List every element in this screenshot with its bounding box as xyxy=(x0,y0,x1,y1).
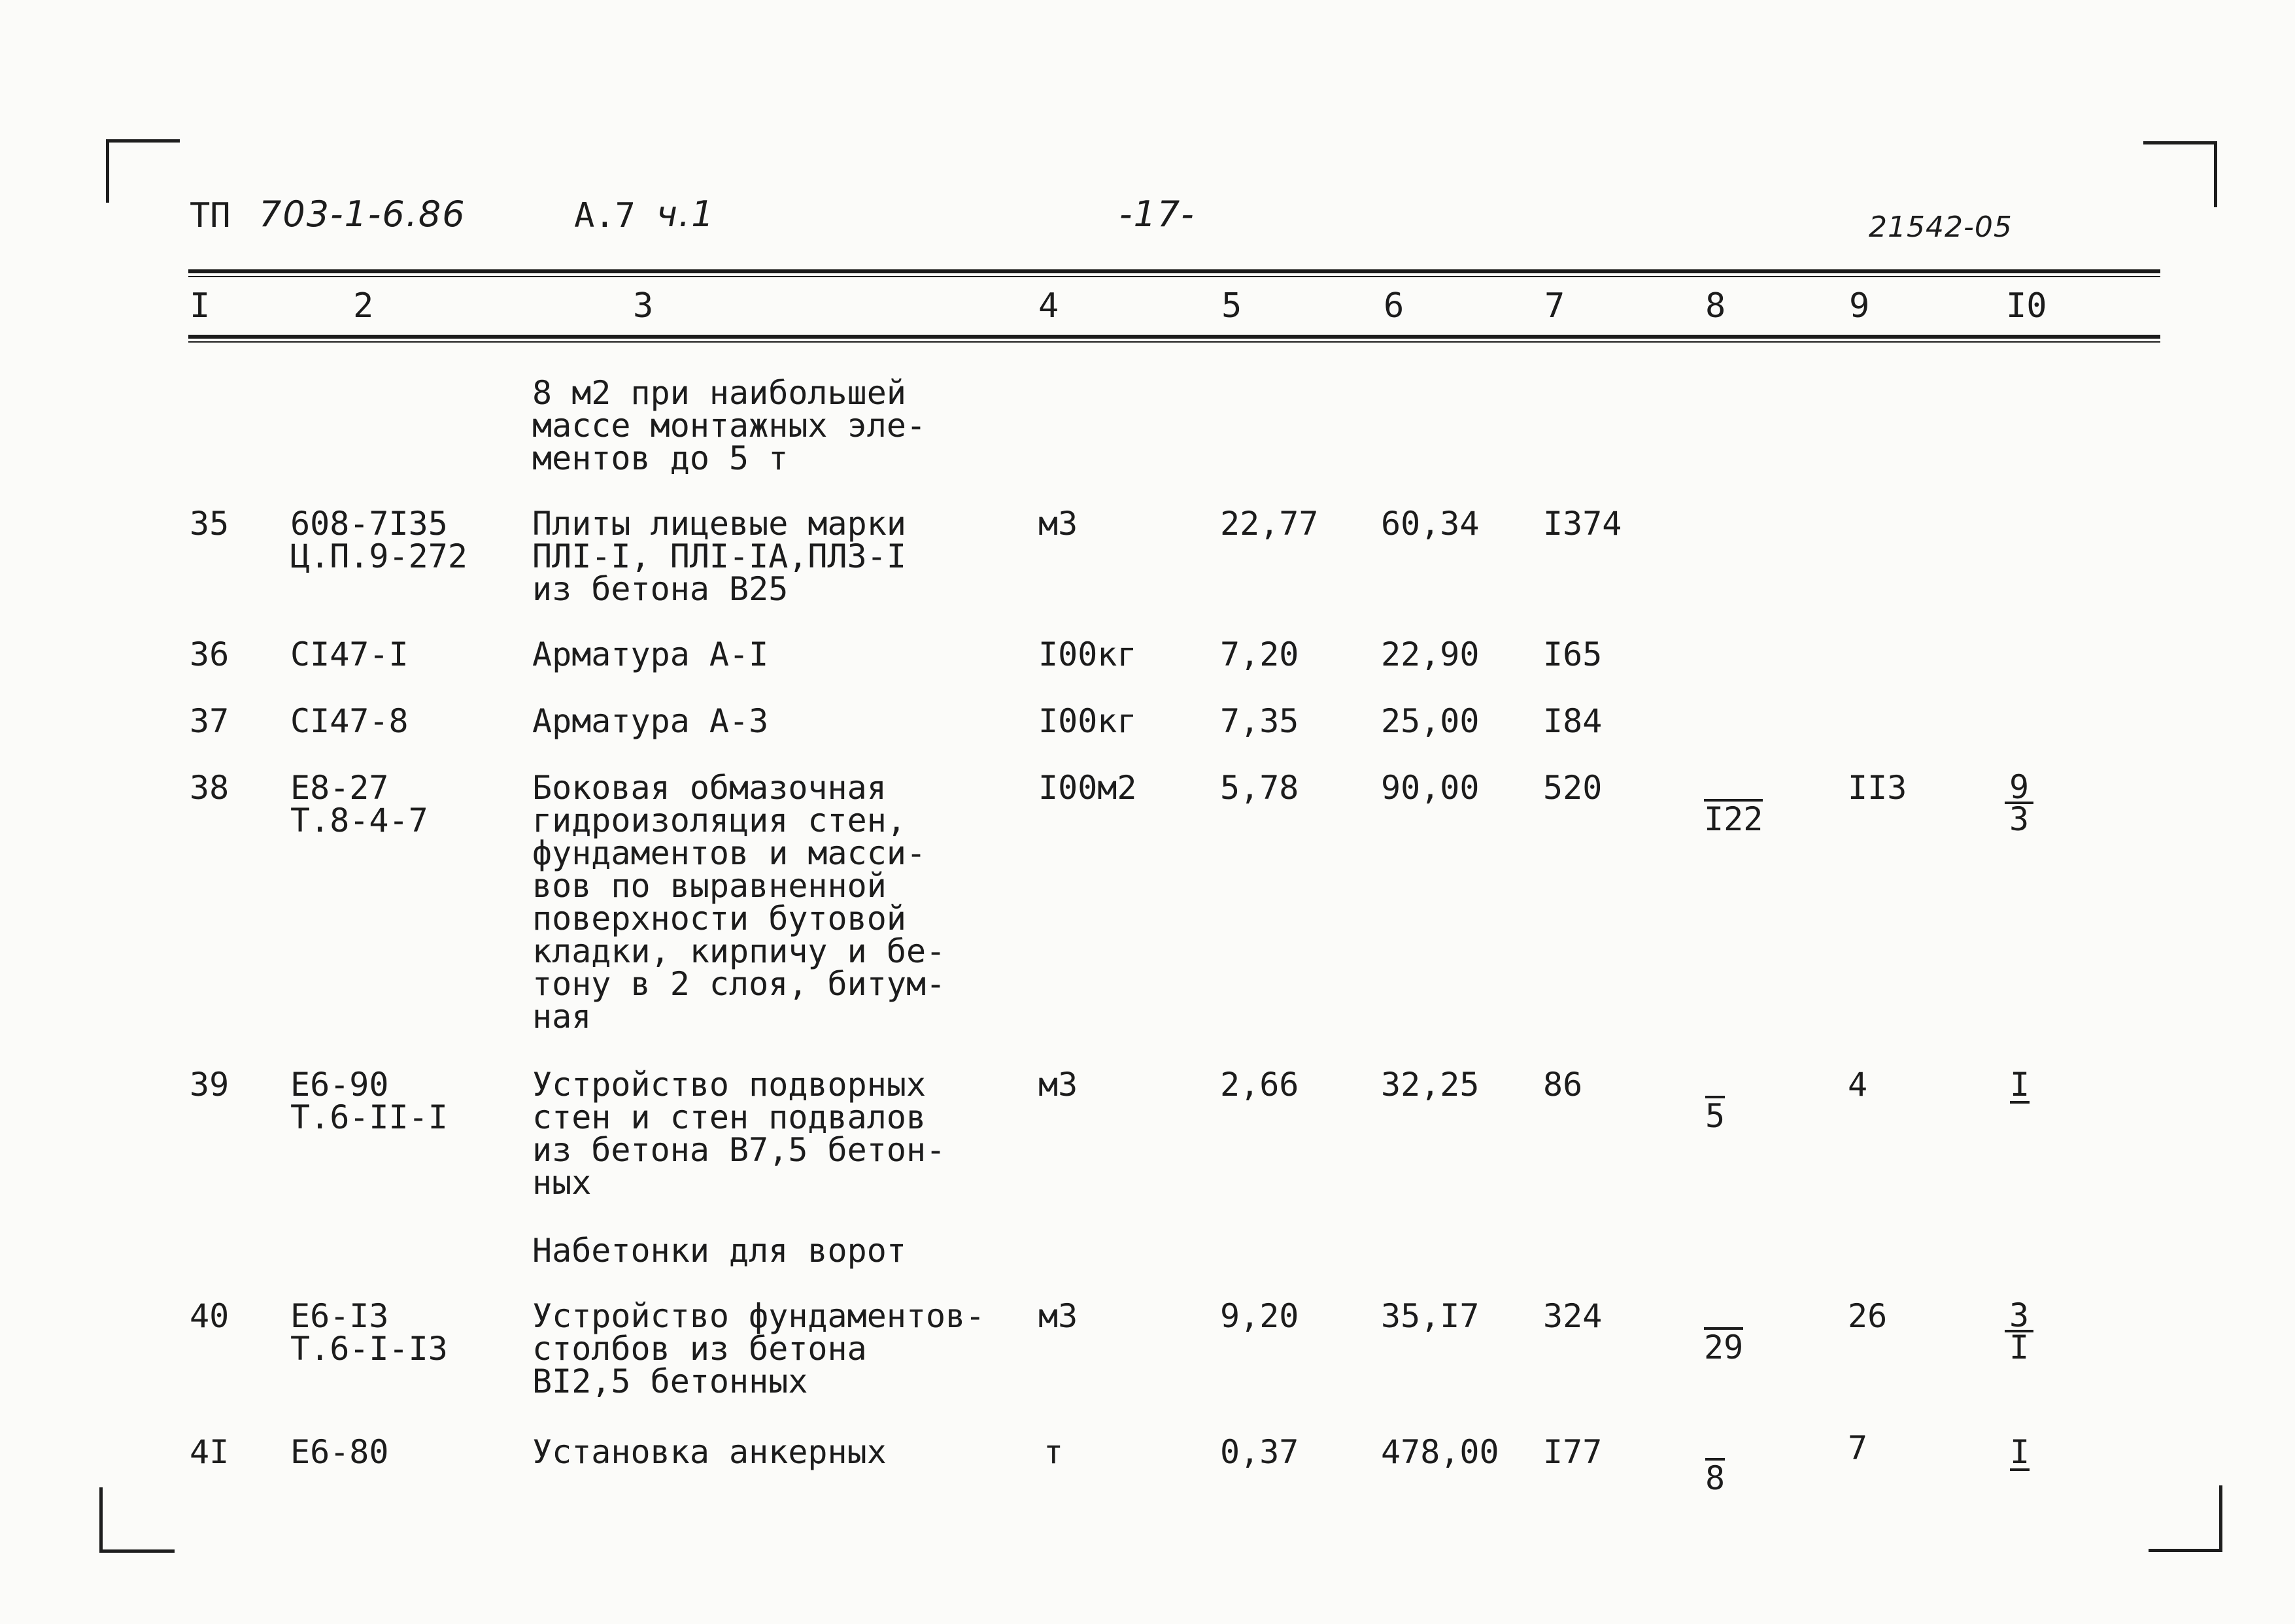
column-number-3: 3 xyxy=(633,286,654,326)
row-code: Е6-I3 Т.6-I-I3 xyxy=(290,1297,448,1368)
row-description: Установка анкерных xyxy=(532,1433,887,1471)
row-quantity: 2,66 xyxy=(1220,1066,1299,1104)
row-unit-price: 90,00 xyxy=(1381,769,1480,807)
row-unit: м3 xyxy=(1038,1066,1078,1104)
row-code: СI47-8 xyxy=(290,702,409,740)
row-total: I77 xyxy=(1543,1433,1603,1471)
row-quantity: 5,78 xyxy=(1220,769,1299,807)
row-code: СI47-I xyxy=(290,635,409,673)
row-unit: м3 xyxy=(1038,1297,1078,1335)
table-top-rule-thin xyxy=(188,276,2160,277)
row-code: 608-7I35 Ц.П.9-272 xyxy=(290,505,468,575)
row-description: Устройство фундаментов- столбов из бетона ВI2,5 бетонных xyxy=(532,1297,985,1400)
header-part: ч.1 xyxy=(656,194,715,235)
row-description: Боковая обмазочная гидроизоляция стен, фундаментов и масси- вов по выравненной поверхности бутовой кладки, кирпичу и бе- тону в 2 слоя, битум- ная xyxy=(532,769,946,1036)
row-col8-value: 8 xyxy=(1705,1459,1726,1497)
frame-corner-top-right xyxy=(2143,141,2217,207)
row-total: 324 xyxy=(1543,1297,1603,1335)
row-col9-value: 26 xyxy=(1848,1297,1888,1335)
row-col10-fraction: $\frac{9}{3}$ xyxy=(2005,773,2033,834)
row-col9-value: II3 xyxy=(1848,769,1907,807)
row-description: Устройство подворных стен и стен подвалов из бетона В7,5 бетон- ных xyxy=(532,1066,946,1202)
row-col8-value: 5 xyxy=(1705,1097,1726,1135)
row-unit: т xyxy=(1044,1433,1064,1471)
row-unit: I00кг xyxy=(1038,635,1137,673)
row-quantity: 7,20 xyxy=(1220,635,1299,673)
header-album: А.7 xyxy=(574,196,636,235)
table-top-rule xyxy=(188,269,2160,273)
row-number: 36 xyxy=(190,635,230,673)
column-header-bottom-rule xyxy=(188,335,2160,339)
row-quantity: 0,37 xyxy=(1220,1433,1299,1471)
row-unit-price: 22,90 xyxy=(1381,635,1480,673)
row-unit-price: 60,34 xyxy=(1381,505,1480,543)
row-col9-value: 7 xyxy=(1848,1429,1868,1467)
column-number-9: 9 xyxy=(1849,286,1870,326)
row-description: Плиты лицевые марки ПЛI-I, ПЛI-IА,ПЛ3-I из бетона В25 xyxy=(532,505,906,608)
row-col10-value: I xyxy=(2010,1433,2030,1471)
row-number: 38 xyxy=(190,769,230,807)
row-total: I84 xyxy=(1543,702,1603,740)
row-col8-value: I22 xyxy=(1704,800,1763,838)
page-number: -17- xyxy=(1119,194,1195,235)
frame-corner-top-left xyxy=(106,139,180,203)
row-unit: I00м2 xyxy=(1038,769,1137,807)
row-unit-price: 25,00 xyxy=(1381,702,1480,740)
row-col10-fraction: $\frac{3}{I}$ xyxy=(2005,1301,2033,1362)
row-unit: м3 xyxy=(1038,505,1078,543)
row-code: Е8-27 Т.8-4-7 xyxy=(290,769,428,839)
row-description: Арматура А-3 xyxy=(532,702,769,740)
frame-corner-bottom-right xyxy=(2149,1485,2222,1552)
row-code: Е6-80 xyxy=(290,1433,389,1471)
continuation-description: 8 м2 при наибольшей массе монтажных эле- ментов до 5 т xyxy=(532,374,926,477)
row-total: 520 xyxy=(1543,769,1603,807)
column-number-8: 8 xyxy=(1705,286,1726,326)
row-quantity: 22,77 xyxy=(1220,505,1319,543)
header-tp: ТП xyxy=(190,196,231,235)
section-heading: Набетонки для ворот xyxy=(532,1232,906,1270)
row-unit-price: 478,00 xyxy=(1381,1433,1499,1471)
column-number-7: 7 xyxy=(1544,286,1565,326)
row-quantity: 9,20 xyxy=(1220,1297,1299,1335)
row-number: 4I xyxy=(190,1433,230,1471)
row-unit: I00кг xyxy=(1038,702,1137,740)
frame-corner-bottom-left xyxy=(99,1487,175,1553)
column-number-5: 5 xyxy=(1221,286,1242,326)
row-code: Е6-90 Т.6-II-I xyxy=(290,1066,448,1136)
row-unit-price: 35,I7 xyxy=(1381,1297,1480,1335)
row-number: 40 xyxy=(190,1297,230,1335)
row-total: I374 xyxy=(1543,505,1622,543)
row-description: Арматура А-I xyxy=(532,635,769,673)
column-header-bottom-rule-thin xyxy=(188,341,2160,343)
row-col9-value: 4 xyxy=(1848,1066,1868,1104)
row-unit-price: 32,25 xyxy=(1381,1066,1480,1104)
row-col8-value: 29 xyxy=(1704,1328,1744,1366)
header-project-number: 703-1-6.86 xyxy=(259,194,466,235)
row-number: 35 xyxy=(190,505,230,543)
column-number-2: 2 xyxy=(353,286,374,326)
row-col10-value: I xyxy=(2010,1066,2030,1104)
row-quantity: 7,35 xyxy=(1220,702,1299,740)
row-number: 37 xyxy=(190,702,230,740)
row-number: 39 xyxy=(190,1066,230,1104)
row-total: 86 xyxy=(1543,1066,1583,1104)
column-number-1: I xyxy=(190,286,211,326)
column-number-4: 4 xyxy=(1038,286,1059,326)
row-total: I65 xyxy=(1543,635,1603,673)
column-number-6: 6 xyxy=(1384,286,1404,326)
archive-stamp-number: 21542-05 xyxy=(1869,211,2013,244)
column-number-10: I0 xyxy=(2006,286,2047,326)
